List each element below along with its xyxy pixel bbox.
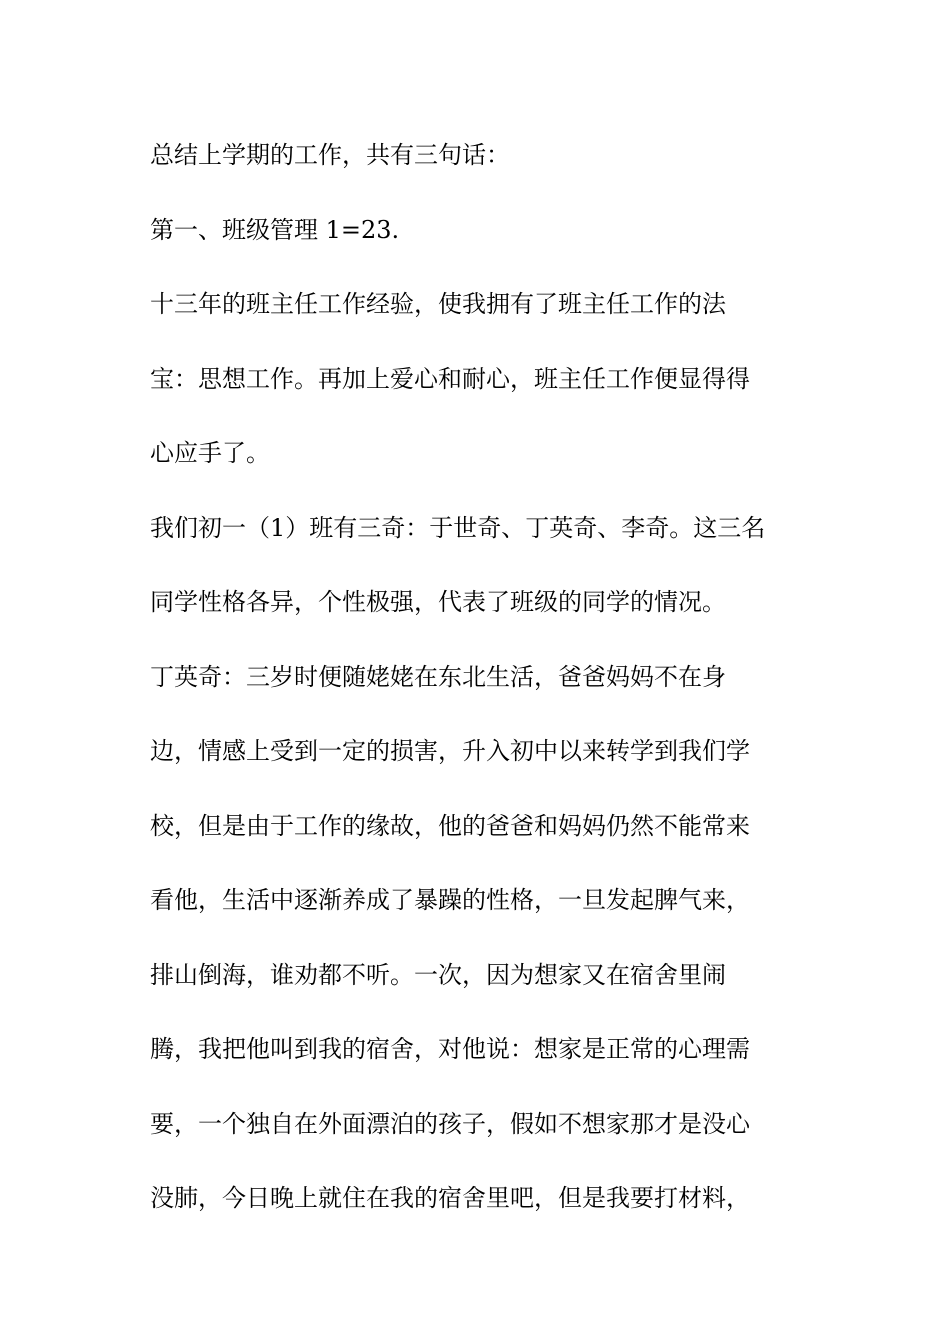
text-line: 排山倒海，谁劝都不听。一次，因为想家又在宿舍里闹 bbox=[150, 960, 726, 989]
text-line: 总结上学期的工作，共有三句话： bbox=[150, 141, 510, 169]
body-text bbox=[150, 130, 810, 1248]
text-line: 边，情感上受到一定的损害，升入初中以来转学到我们学 bbox=[150, 737, 750, 765]
text-line: 丁英奇：三岁时便随姥姥在东北生活，爸爸妈妈不在身 bbox=[150, 662, 726, 691]
text-line: 看他，生活中逐渐养成了暴躁的性格，一旦发起脾气来， bbox=[150, 886, 750, 914]
text-line: 十三年的班主任工作经验，使我拥有了班主任工作的法 bbox=[150, 290, 726, 318]
text-line: 我们初一（1）班有三奇：于世奇、丁英奇、李奇。这三名 bbox=[150, 513, 766, 542]
text-line: 校，但是由于工作的缘故，他的爸爸和妈妈仍然不能常来 bbox=[150, 811, 750, 840]
text-line: 宝：思想工作。再加上爱心和耐心，班主任工作便显得得 bbox=[150, 364, 750, 393]
text-line: 要，一个独自在外面漂泊的孩子，假如不想家那才是没心 bbox=[150, 1109, 750, 1138]
text-line: 同学性格各异，个性极强，代表了班级的同学的情况。 bbox=[150, 588, 726, 616]
text-line: 腾，我把他叫到我的宿舍，对他说：想家是正常的心理需 bbox=[150, 1035, 750, 1063]
text-line: 心应手了。 bbox=[150, 439, 270, 467]
text-line: 没肺，今日晚上就住在我的宿舍里吧，但是我要打材料， bbox=[150, 1184, 750, 1212]
text-line: 第一、班级管理 1=23. bbox=[150, 215, 400, 244]
